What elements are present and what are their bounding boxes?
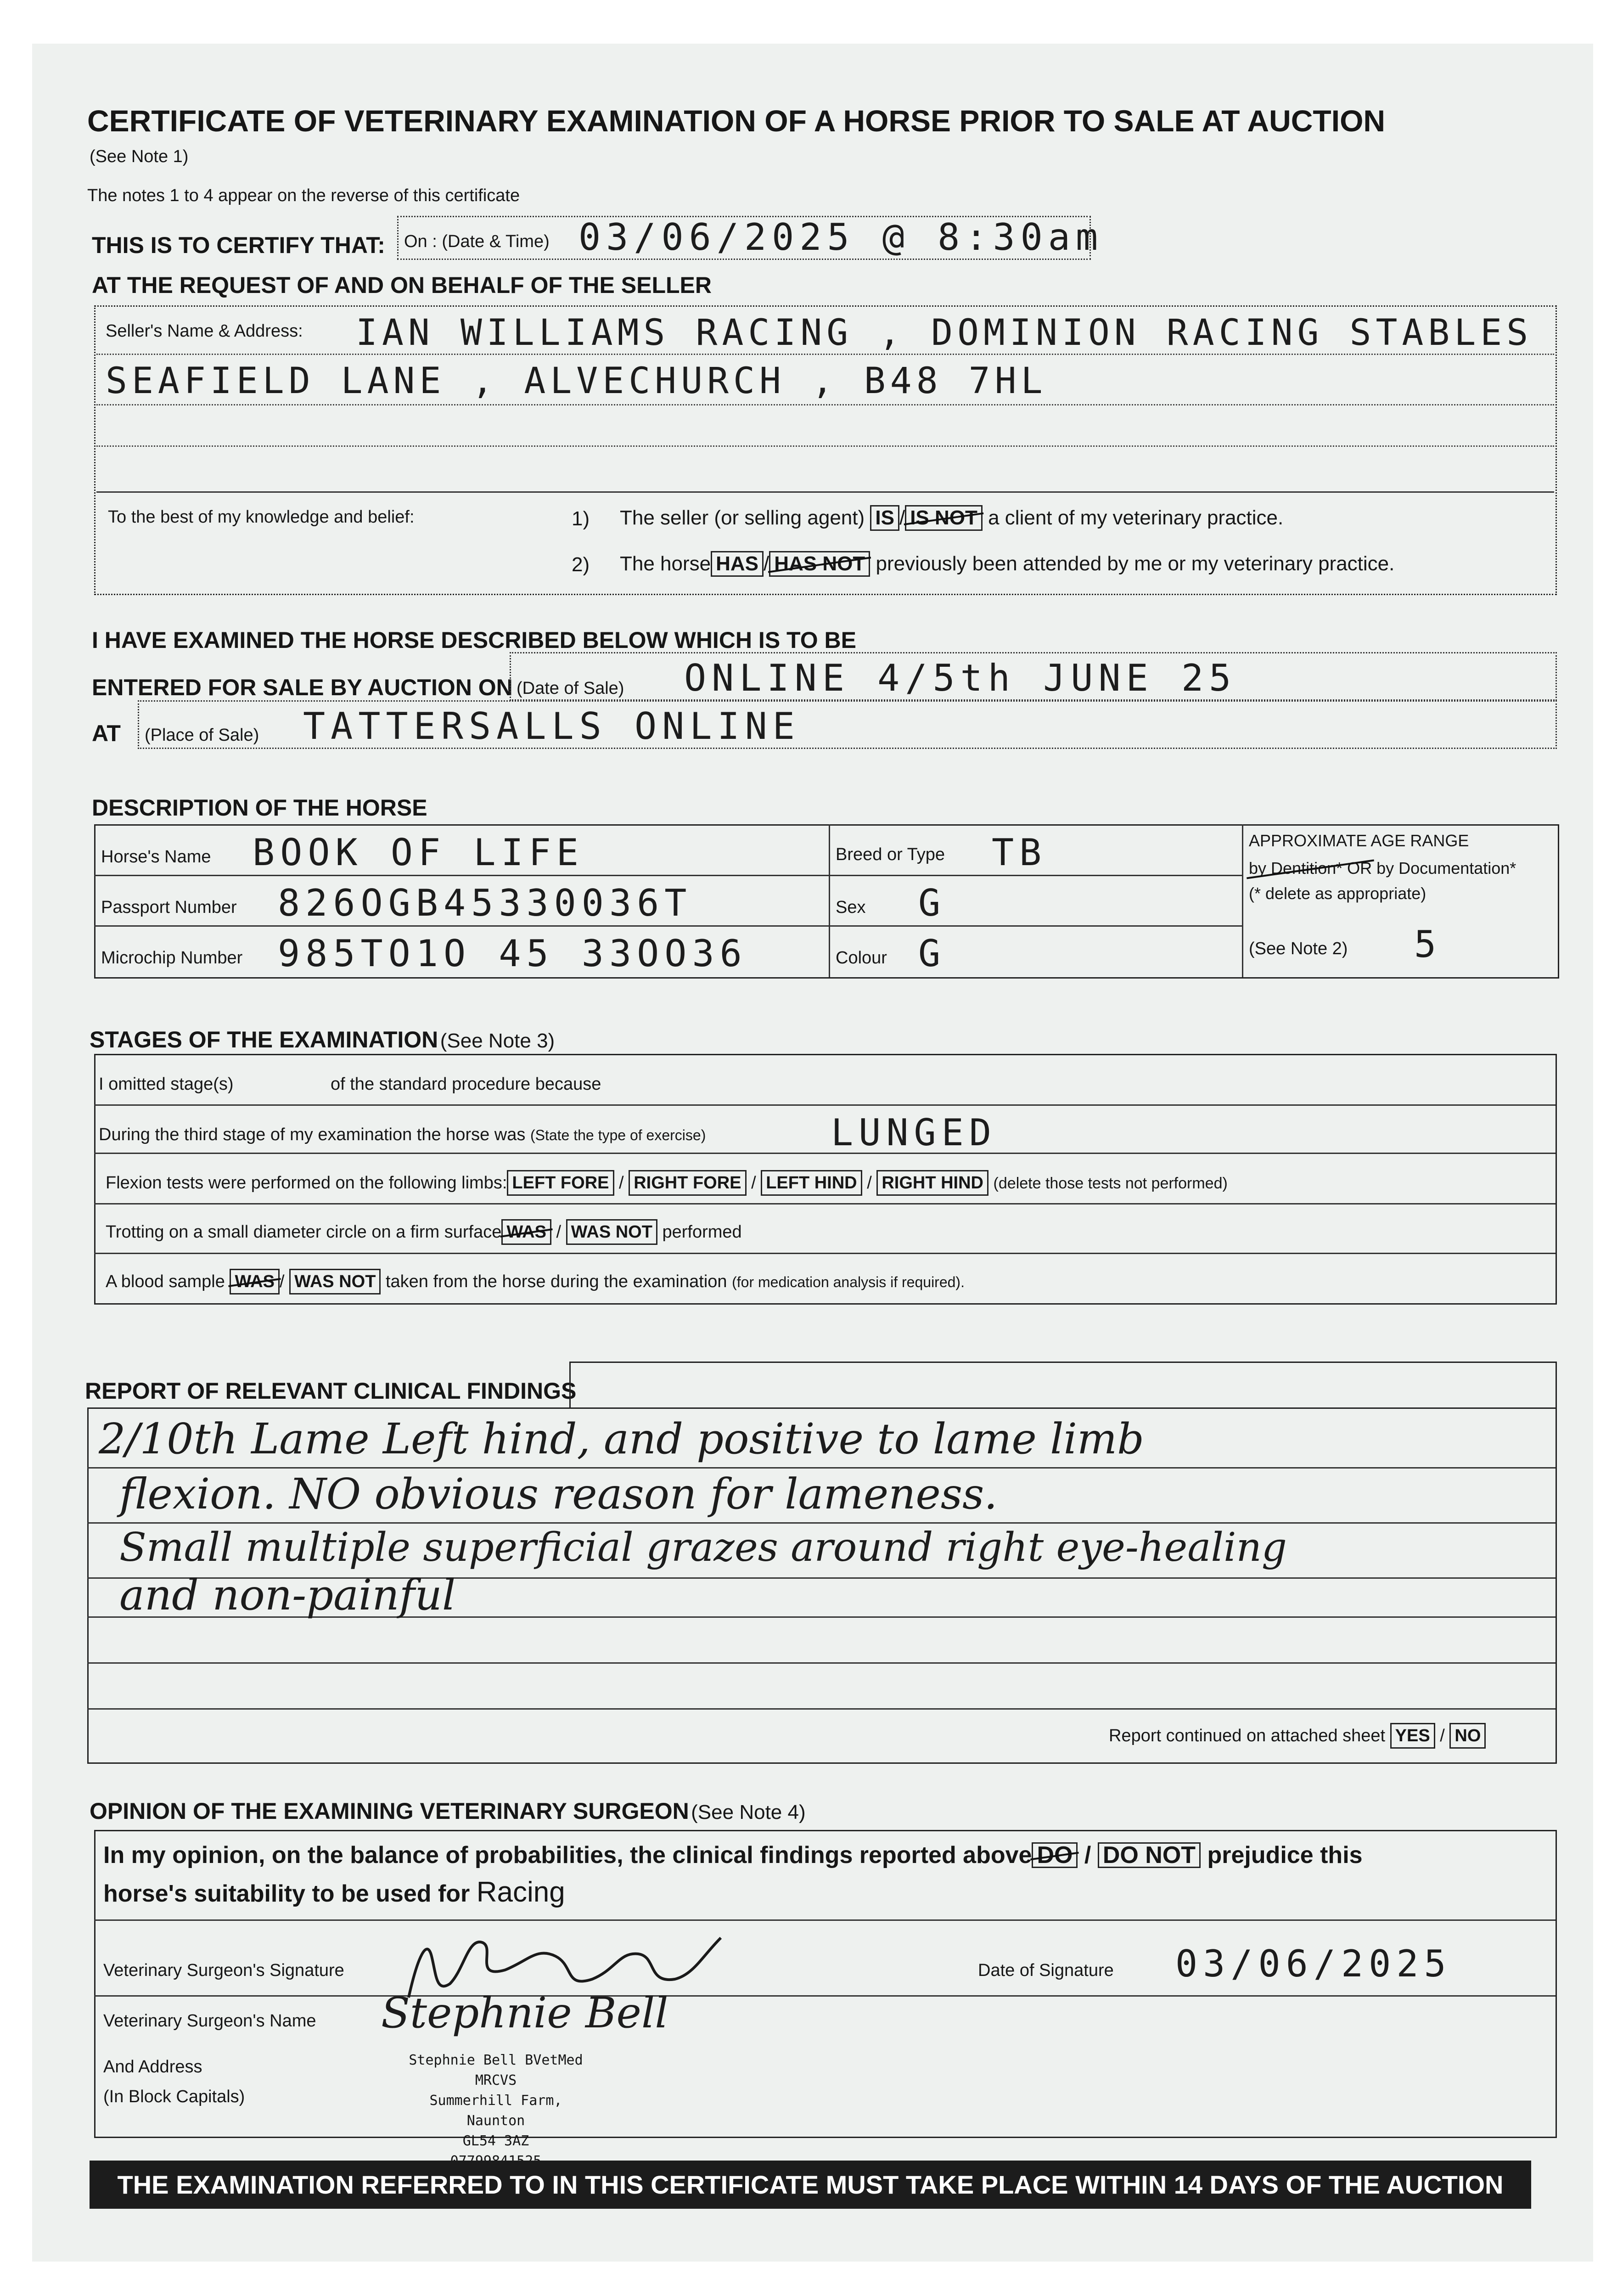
sep: / — [764, 552, 769, 575]
opinion-heading-note: (See Note 4) — [691, 1801, 806, 1823]
belief-s1 — [620, 505, 1283, 531]
age-by — [1249, 859, 1516, 878]
report-continued: Report continued on attached sheet YES / NO — [1109, 1723, 1486, 1749]
third-stage-note: (State the type of exercise) — [530, 1127, 706, 1143]
age-see-note: (See Note 2) — [1249, 939, 1348, 958]
sale-date-label: (Date of Sale) — [517, 679, 624, 698]
page-title: CERTIFICATE OF VETERINARY EXAMINATION OF A HORSE PRIOR TO SALE AT AUCTION — [87, 104, 1386, 138]
belief-label: To the best of my knowledge and belief: — [108, 507, 415, 527]
passport-label: Passport Number — [101, 898, 237, 917]
passport-value[interactable]: 826OGB45330036T — [278, 882, 692, 924]
place-label: (Place of Sale) — [145, 726, 259, 745]
opinion-text1: In my opinion, on the balance of probabilities, the clinical findings reported above — [103, 1842, 1032, 1868]
omitted-label: I omitted stage(s) — [99, 1075, 234, 1094]
opinion-text2: prejudice this — [1207, 1842, 1363, 1868]
vet-name-value[interactable]: Stephnie Bell — [381, 1988, 668, 2037]
is-option[interactable]: IS — [870, 505, 899, 531]
horse-name-value[interactable]: BOOK OF LIFE — [253, 831, 584, 874]
sig-date-label: Date of Signature — [978, 1961, 1114, 1980]
blood-label: A blood sample — [106, 1272, 225, 1291]
blood-post: taken from the horse during the examination — [385, 1272, 727, 1291]
opinion-heading-row — [90, 1798, 806, 1824]
report-line2[interactable]: flexion. NO obvious reason for lameness. — [119, 1469, 998, 1519]
flexion-label: Flexion tests were performed on the following limbs: — [106, 1173, 507, 1193]
description-heading: DESCRIPTION OF THE HORSE — [92, 795, 427, 821]
at-label: AT — [92, 720, 121, 746]
breed-value[interactable]: TB — [992, 831, 1047, 874]
belief-s1-pre: The seller (or selling agent) — [620, 506, 865, 529]
seller-label: Seller's Name & Address: — [106, 321, 303, 341]
opinion-text-line1: In my opinion, on the balance of probabilities, the clinical findings reported above DO / DO NOT prejudice this — [103, 1842, 1363, 1868]
microchip-label: Microchip Number — [101, 948, 243, 968]
footer-banner: THE EXAMINATION REFERRED TO IN THIS CERTIFICATE MUST TAKE PLACE WITHIN 14 DAYS OF THE AUCTION — [90, 2161, 1531, 2209]
opinion-text-line2 — [103, 1876, 565, 1908]
address-label-1: And Address — [103, 2057, 202, 2077]
third-stage-row — [99, 1125, 706, 1145]
address-stamp — [404, 2050, 588, 2172]
certify-label: THIS IS TO CERTIFY THAT: — [92, 232, 385, 258]
trot-row: Trotting on a small diameter circle on a firm surface WAS / WAS NOT performed — [106, 1219, 742, 1245]
request-heading: AT THE REQUEST OF AND ON BEHALF OF THE SELLER — [92, 272, 712, 298]
trot-was-option[interactable]: WAS — [501, 1219, 551, 1245]
belief-s2 — [620, 551, 1394, 577]
on-date-value[interactable]: 03/06/2025 @ 8:30am — [578, 216, 1104, 259]
do-option[interactable]: DO — [1032, 1842, 1078, 1868]
sex-label: Sex — [836, 898, 866, 917]
horse-name-label: Horse's Name — [101, 847, 211, 867]
use-value[interactable]: Racing — [476, 1876, 565, 1908]
opinion-text3: horse's suitability to be used for — [103, 1880, 470, 1907]
do-not-option[interactable]: DO NOT — [1098, 1842, 1201, 1868]
has-not-option[interactable]: HAS NOT — [769, 551, 870, 577]
report-line3[interactable]: Small multiple superficial grazes around right eye-healing — [119, 1525, 1287, 1570]
age-delete-note: (* delete as appropriate) — [1249, 884, 1426, 903]
flexion-left-hind[interactable]: LEFT HIND — [761, 1170, 862, 1196]
report-line4[interactable]: and non-painful — [119, 1570, 456, 1620]
notes-line: The notes 1 to 4 appear on the reverse of this certificate — [87, 186, 520, 205]
blood-was-not-option[interactable]: WAS NOT — [289, 1269, 381, 1294]
report-heading: REPORT OF RELEVANT CLINICAL FINDINGS — [85, 1378, 577, 1404]
trot-post: performed — [662, 1222, 742, 1242]
place-value[interactable]: TATTERSALLS ONLINE — [303, 705, 800, 748]
belief-n2: 2) — [572, 553, 590, 576]
third-stage-value[interactable]: LUNGED — [831, 1111, 997, 1154]
report-line1[interactable]: 2/10th Lame Left hind, and positive to lame limb — [99, 1414, 1145, 1463]
microchip-value[interactable]: 985TO1O 45 33OO36 — [278, 932, 747, 975]
entered-label: ENTERED FOR SALE BY AUCTION ON — [92, 675, 513, 700]
is-not-option[interactable]: IS NOT — [905, 505, 983, 531]
address-label-2: (In Block Capitals) — [103, 2087, 245, 2106]
report-continued-label: Report continued on attached sheet — [1109, 1726, 1386, 1745]
stages-heading-row — [90, 1026, 555, 1053]
belief-n1: 1) — [572, 507, 590, 530]
trot-label: Trotting on a small diameter circle on a firm surface — [106, 1222, 502, 1242]
sale-date-value[interactable]: ONLINE 4/5th JUNE 25 — [684, 657, 1237, 699]
belief-s2-post: previously been attended by me or my veterinary practice. — [876, 552, 1395, 575]
stages-note: (See Note 3) — [440, 1030, 555, 1052]
trot-was-not-option[interactable]: WAS NOT — [566, 1219, 657, 1245]
has-option[interactable]: HAS — [711, 551, 764, 577]
report-heading-box — [569, 1362, 1557, 1409]
omitted-post: of the standard procedure because — [331, 1075, 601, 1094]
colour-label: Colour — [836, 948, 887, 968]
age-by-dentition[interactable]: by Dentition* OR — [1249, 859, 1372, 878]
belief-s2-pre: The horse — [620, 552, 711, 575]
sig-date-value[interactable]: 03/06/2025 — [1175, 1942, 1452, 1985]
flexion-note: (delete those tests not performed) — [993, 1175, 1228, 1192]
stamp-line1: Stephnie Bell BVetMed MRCVS — [409, 2052, 583, 2088]
blood-note: (for medication analysis if required). — [732, 1274, 965, 1290]
age-by-doc[interactable]: by Documentation* — [1376, 859, 1516, 878]
stages-heading: STAGES OF THE EXAMINATION — [90, 1027, 438, 1052]
flexion-left-fore[interactable]: LEFT FORE — [507, 1170, 614, 1196]
flexion-right-fore[interactable]: RIGHT FORE — [629, 1170, 746, 1196]
age-heading: APPROXIMATE AGE RANGE — [1249, 831, 1469, 850]
stamp-line3: GL54 3AZ — [462, 2133, 529, 2149]
sep: / — [899, 506, 905, 529]
see-note-1: (See Note 1) — [90, 147, 189, 166]
colour-value[interactable]: G — [918, 932, 946, 975]
flexion-right-hind[interactable]: RIGHT HIND — [876, 1170, 988, 1196]
seller-line1[interactable]: IAN WILLIAMS RACING , DOMINION RACING STABLES — [356, 312, 1533, 354]
continued-yes[interactable]: YES — [1390, 1723, 1435, 1749]
vet-name-label: Veterinary Surgeon's Name — [103, 2011, 316, 2031]
opinion-heading: OPINION OF THE EXAMINING VETERINARY SURGEON — [90, 1798, 689, 1824]
stamp-line2: Summerhill Farm, Naunton — [429, 2093, 562, 2129]
seller-line2[interactable]: SEAFIELD LANE , ALVECHURCH , B48 7HL — [106, 360, 1047, 402]
blood-was-option[interactable]: WAS — [230, 1269, 280, 1294]
sex-value[interactable]: G — [918, 882, 946, 924]
continued-no[interactable]: NO — [1449, 1723, 1486, 1749]
age-value[interactable]: 5 — [1414, 923, 1442, 966]
on-date-label: On : (Date & Time) — [404, 232, 550, 251]
belief-s1-post: a client of my veterinary practice. — [988, 506, 1284, 529]
sig-label: Veterinary Surgeon's Signature — [103, 1961, 344, 1980]
third-stage-label: During the third stage of my examination the horse was — [99, 1125, 526, 1144]
examined-heading: I HAVE EXAMINED THE HORSE DESCRIBED BELOW WHICH IS TO BE — [92, 627, 856, 653]
breed-label: Breed or Type — [836, 845, 945, 864]
flexion-row: Flexion tests were performed on the following limbs: LEFT FORE / RIGHT FORE / LEFT HIND / RIGHT HIND (delete those tests not performed) — [106, 1170, 1228, 1196]
blood-row: A blood sample WAS / WAS NOT taken from the horse during the examination (for medication analysis if required). — [106, 1269, 965, 1294]
